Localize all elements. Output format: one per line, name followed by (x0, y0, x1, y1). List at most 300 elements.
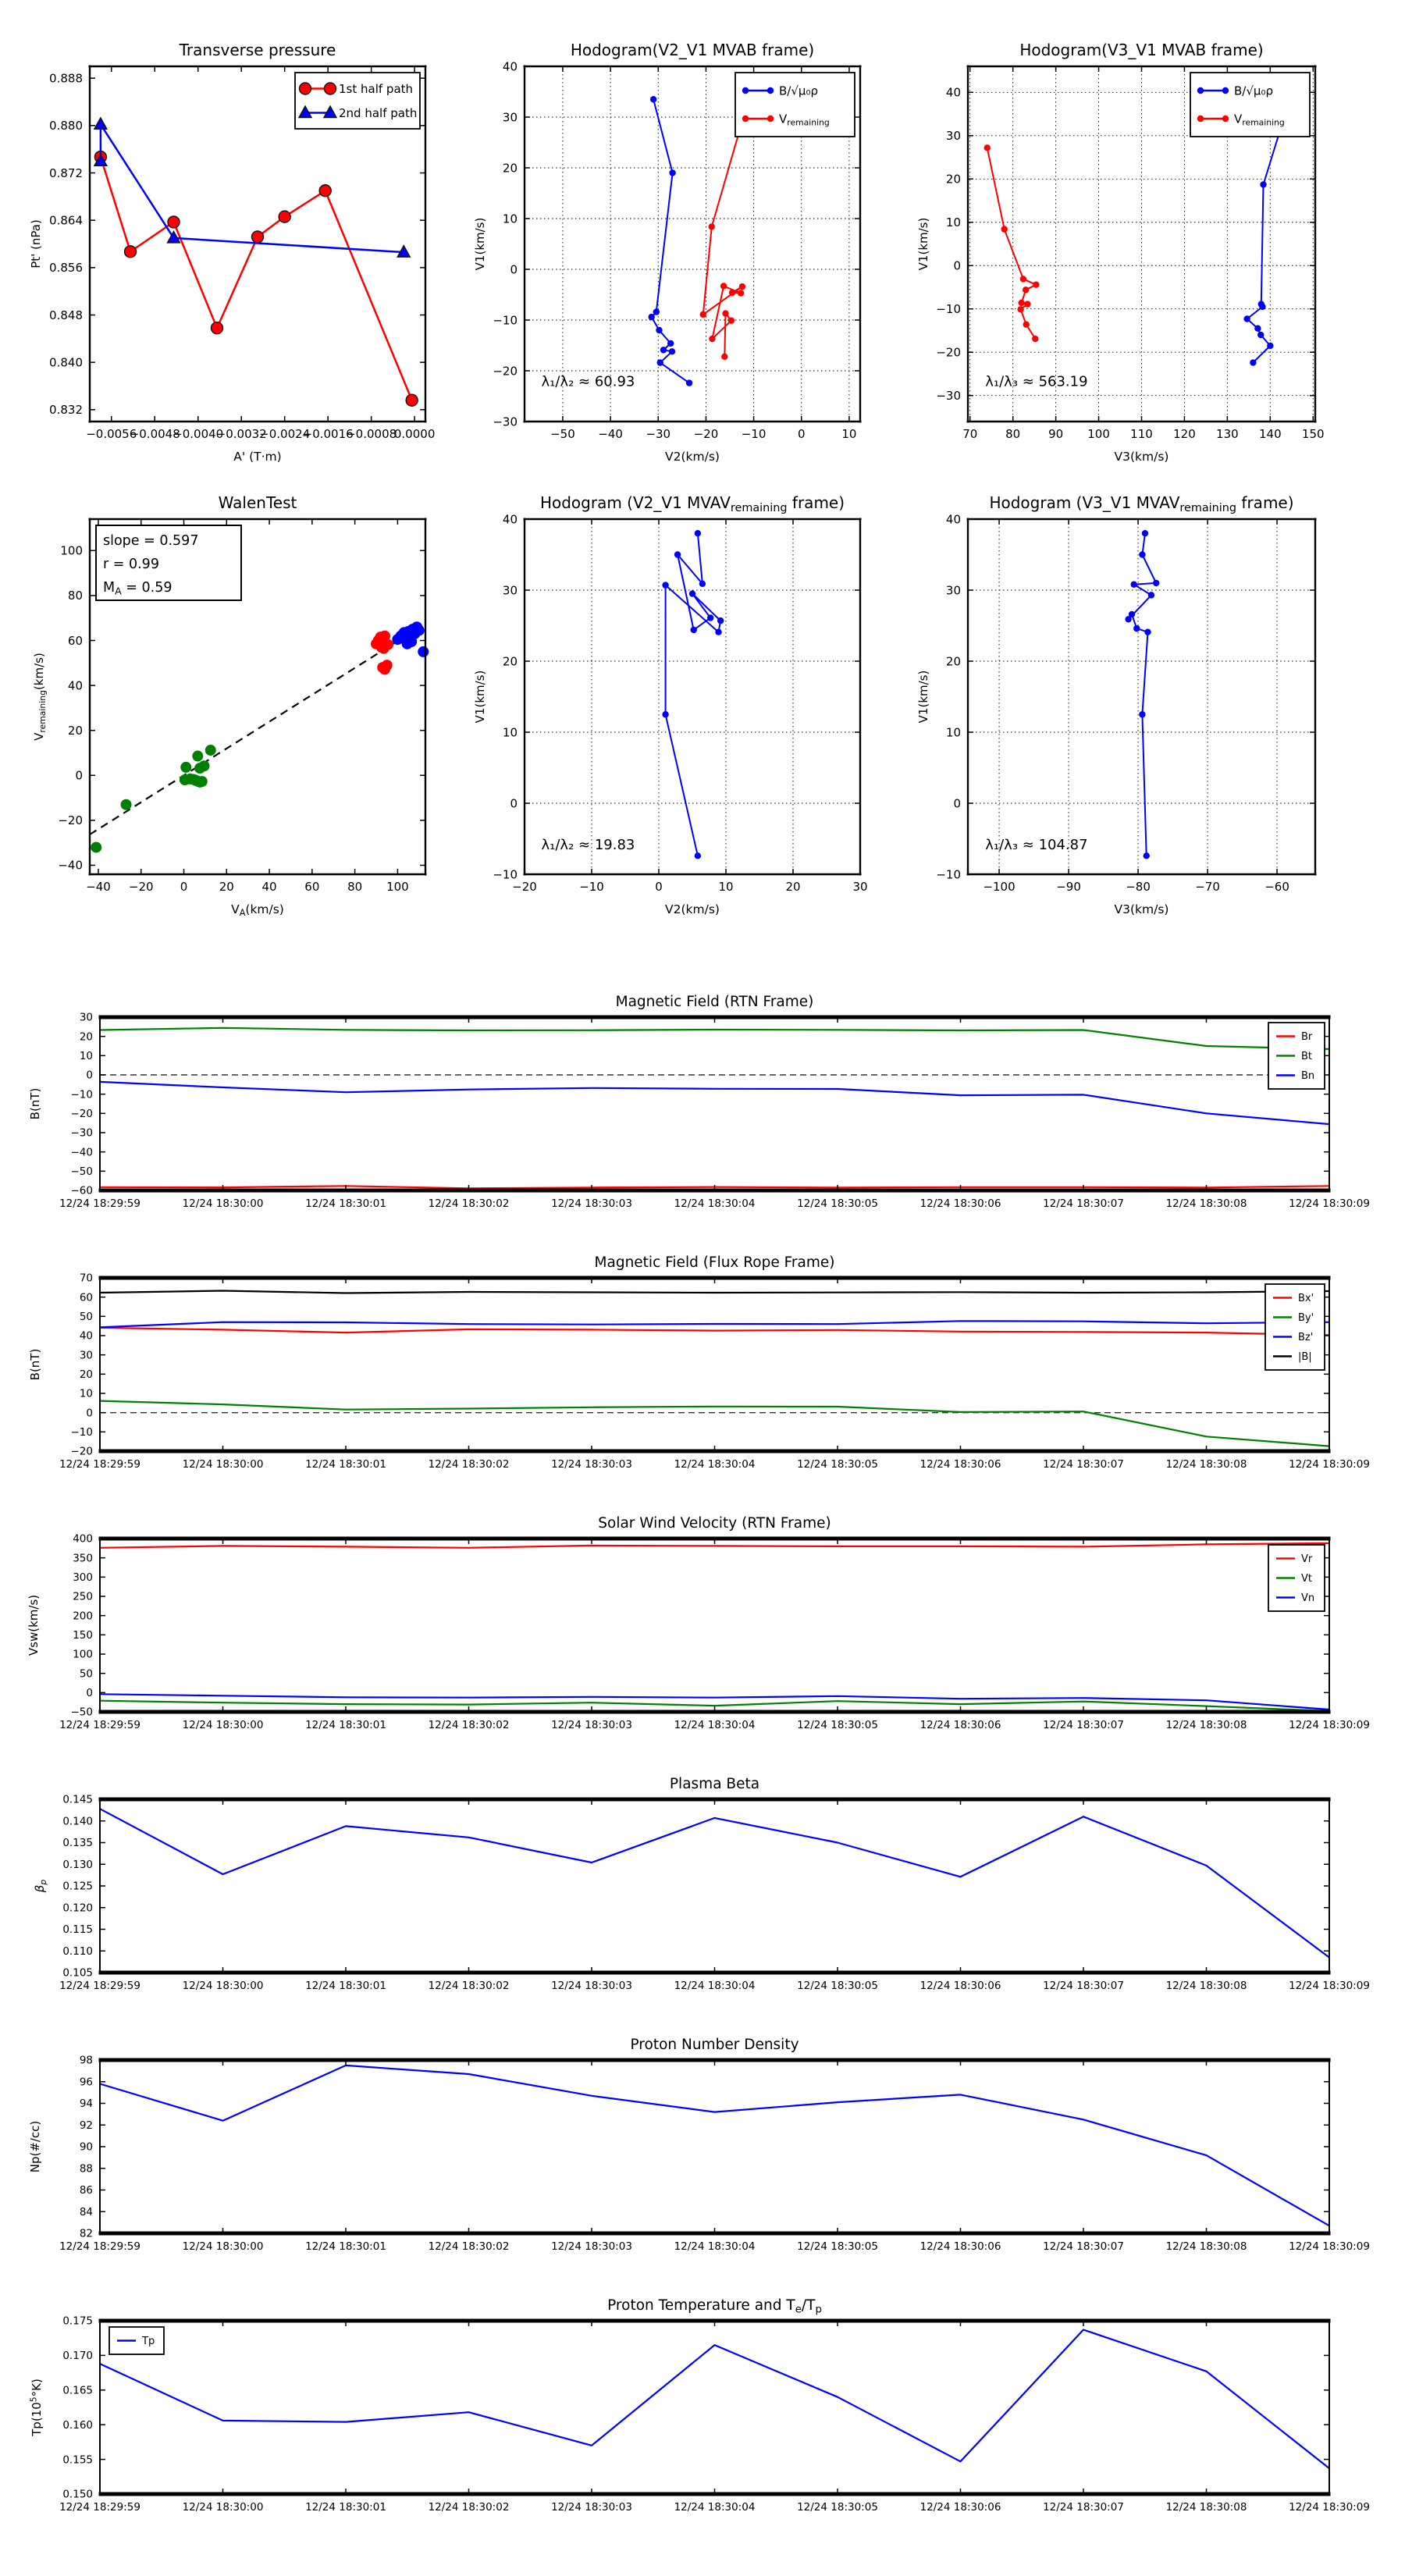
marker-dot (1153, 580, 1159, 586)
xtick-label: 12/24 18:30:02 (428, 1980, 510, 1992)
legend-label: Br (1301, 1031, 1313, 1044)
marker-dot (1250, 359, 1256, 365)
xtick-label: 12/24 18:30:06 (919, 1458, 1001, 1471)
y-axis-label: Pt' (nPa) (29, 219, 43, 269)
marker-dot (674, 551, 681, 557)
ytick-label: 0.120 (62, 1902, 93, 1915)
xtick-label: 12/24 18:30:06 (919, 2501, 1001, 2514)
y-axis-label: $Tp(10^5^\circ K)$ (28, 2379, 44, 2436)
ticks (59, 1272, 1370, 1471)
xtick-label: 12/24 18:30:05 (797, 1719, 878, 1731)
legend-label: 2nd half path (339, 105, 418, 120)
xtick-label: 12/24 18:30:03 (551, 1719, 632, 1731)
marker-circle (300, 83, 311, 94)
ytick-label: −10 (936, 301, 961, 316)
xtick-label: 150 (1301, 427, 1325, 441)
ytick-label: −10 (936, 867, 961, 882)
xtick-label: 12/24 18:30:08 (1165, 2240, 1247, 2253)
xtick-label: 12/24 18:30:04 (674, 1980, 756, 1992)
axes-frame (99, 1538, 1331, 1713)
marker-dot (669, 169, 675, 176)
marker-dot (715, 628, 721, 635)
xtick-label: 12/24 18:30:05 (797, 2240, 878, 2253)
xtick-label: 10 (718, 880, 734, 894)
chart-hodogram-v2v1-mvab (473, 41, 862, 464)
series-Tp (100, 2330, 1329, 2469)
xtick-label: 12/24 18:30:08 (1165, 1980, 1247, 1992)
series-line (100, 1328, 1329, 1335)
xtick-label: 12/24 18:30:06 (919, 1719, 1001, 1731)
legend-label: Bn (1301, 1070, 1315, 1083)
chart-solar-wind-velocity (27, 1515, 1370, 1731)
ytick-label: −10 (70, 1088, 93, 1101)
annotation: λ₁/λ₂ ≈ 60.93 (541, 373, 635, 390)
ytick-label: 82 (79, 2227, 93, 2240)
xtick-label: −60 (1264, 880, 1289, 894)
series-line (666, 533, 721, 856)
x-axis-label: V2(km/s) (665, 902, 720, 916)
ytick-label: 90 (79, 2140, 93, 2154)
x-axis-label: V3(km/s) (1114, 902, 1169, 916)
marker-dot (699, 581, 706, 587)
ytick-label: 0 (953, 796, 961, 811)
xtick-label: −0.0008 (346, 427, 397, 441)
xtick-label: 12/24 18:30:02 (428, 2240, 510, 2253)
marker-dot (121, 799, 132, 810)
ytick-label: 0.856 (49, 261, 83, 276)
axes-frame (99, 1799, 1331, 1974)
marker-dot (709, 336, 715, 342)
xtick-label: −0.0016 (302, 427, 354, 441)
xtick-label: 12/24 18:30:03 (551, 2240, 632, 2253)
ytick-label: 0 (86, 1407, 93, 1420)
legend (109, 2327, 164, 2354)
xtick-label: 12/24 18:30:01 (305, 2501, 386, 2514)
series-Np (100, 2065, 1329, 2226)
series-beta p (100, 1809, 1329, 1957)
series-line (101, 124, 404, 252)
xtick-label: 12/24 18:30:03 (551, 1197, 632, 1210)
xtick-label: −40 (598, 427, 623, 441)
xtick-label: −90 (1056, 880, 1081, 894)
marker-dot (1254, 326, 1261, 332)
y-axis-label: Np(#/cc) (28, 2120, 42, 2173)
xtick-label: −0.0040 (173, 427, 224, 441)
xtick-label: 12/24 18:30:00 (182, 1197, 264, 1210)
series-|B| (100, 1291, 1329, 1293)
xtick-label: −10 (741, 427, 767, 441)
xtick-label: 12/24 18:30:08 (1165, 1458, 1247, 1471)
ytick-label: 300 (73, 1571, 93, 1585)
xtick-label: 130 (1216, 427, 1239, 441)
ytick-label: 30 (945, 129, 961, 144)
ytick-label: 40 (945, 85, 961, 100)
marker-dot (1144, 628, 1151, 635)
xtick-label: −30 (646, 427, 671, 441)
series-By' (100, 1401, 1329, 1446)
marker-dot (742, 116, 749, 122)
xtick-label: 12/24 18:30:09 (1289, 2501, 1370, 2514)
marker-circle (252, 231, 264, 243)
xtick-label: 120 (1173, 427, 1196, 441)
ytick-label: −60 (70, 1184, 93, 1197)
marker-dot (721, 354, 727, 360)
ytick-label: −30 (493, 415, 518, 429)
marker-dot (1257, 332, 1264, 338)
xtick-label: 12/24 18:30:05 (797, 2501, 878, 2514)
marker-dot (720, 283, 727, 289)
series-middle points (91, 745, 216, 852)
marker-dot (1139, 711, 1145, 717)
series-line (100, 1401, 1329, 1446)
ytick-label: 30 (945, 583, 961, 598)
legend (295, 73, 420, 129)
ticks (59, 1794, 1370, 1992)
xtick-label: 40 (261, 880, 277, 894)
xtick-label: 12/24 18:30:03 (551, 1458, 632, 1471)
xtick-label: 12/24 18:30:09 (1289, 1458, 1370, 1471)
marker-dot (1197, 116, 1204, 122)
marker-dot (1033, 281, 1039, 287)
ytick-label: 0.888 (49, 71, 83, 86)
xtick-label: 12/24 18:29:59 (59, 1719, 140, 1731)
ytick-label: 40 (502, 59, 518, 74)
ytick-label: 100 (60, 543, 83, 558)
ytick-label: 60 (67, 633, 83, 648)
xtick-label: 12/24 18:30:06 (919, 1197, 1001, 1210)
ytick-label: 60 (79, 1291, 93, 1304)
xtick-label: −80 (1126, 880, 1151, 894)
marker-dot (1018, 300, 1024, 306)
ytick-label: −50 (70, 1706, 93, 1719)
ytick-label: −30 (70, 1126, 93, 1140)
legend (1190, 73, 1310, 137)
chart-magnetic-field-flux-rope (28, 1254, 1370, 1471)
xtick-label: 12/24 18:30:07 (1043, 1719, 1124, 1731)
ytick-label: 30 (79, 1011, 93, 1024)
grid (968, 519, 1315, 874)
legend-label: Vr (1301, 1553, 1313, 1566)
xtick-label: 12/24 18:30:02 (428, 1458, 510, 1471)
marker-dot (1222, 116, 1229, 122)
marker-dot (199, 760, 210, 771)
xtick-label: 20 (219, 880, 234, 894)
marker-dot (656, 327, 662, 333)
xtick-label: −40 (86, 880, 111, 894)
series-line (90, 624, 425, 834)
marker-dot (1197, 87, 1204, 94)
marker-dot (1131, 582, 1137, 588)
marker-dot (689, 590, 695, 596)
xtick-label: 12/24 18:30:01 (305, 1980, 386, 1992)
y-axis-label: V1(km/s) (916, 217, 930, 271)
xtick-label: 12/24 18:30:07 (1043, 2501, 1124, 2514)
xtick-label: −20 (693, 427, 719, 441)
chart-title: Hodogram (V3_V1 $MVAV_{remaining}$ frame) (989, 493, 1294, 514)
chart-walen-test (32, 493, 429, 918)
ytick-label: −10 (493, 313, 518, 328)
chart-title: Hodogram(V2_V1 MVAB frame) (570, 41, 815, 59)
marker-dot (662, 711, 668, 717)
ytick-label: 20 (502, 654, 518, 669)
series-line (100, 1291, 1329, 1293)
stats-box (96, 525, 241, 600)
ytick-label: 0.880 (49, 119, 83, 133)
series-Bz' (100, 1321, 1329, 1327)
legend (1265, 1284, 1325, 1370)
ytick-label: 40 (945, 512, 961, 527)
ytick-label: 20 (79, 1030, 93, 1044)
marker-dot (1260, 181, 1266, 187)
xtick-label: 12/24 18:30:01 (305, 1197, 386, 1210)
ytick-label: 86 (79, 2184, 93, 2197)
ytick-label: 20 (67, 723, 83, 738)
ytick-label: 0.872 (49, 165, 83, 180)
xtick-label: 100 (386, 880, 409, 894)
ytick-label: 350 (73, 1552, 93, 1565)
series-line (100, 1082, 1329, 1124)
chart-title: Hodogram (V2_V1 $MVAV_{remaining}$ frame) (539, 493, 845, 514)
xtick-label: 12/24 18:30:09 (1289, 1980, 1370, 1992)
chart-proton-temperature (28, 2297, 1370, 2514)
annotation: λ₁/λ₃ ≈ 104.87 (985, 837, 1088, 854)
x-axis-label: V3(km/s) (1114, 450, 1169, 464)
series-first half points (371, 631, 393, 675)
y-axis-label: B(nT) (28, 1348, 42, 1381)
xtick-label: 12/24 18:30:06 (919, 2240, 1001, 2253)
xtick-label: −50 (550, 427, 575, 441)
legend (1268, 1545, 1325, 1611)
marker-dot (649, 314, 655, 320)
ticks (59, 1533, 1370, 1731)
ytick-label: 20 (945, 172, 961, 187)
marker-dot (192, 751, 203, 762)
ytick-label: 0.155 (62, 2453, 93, 2467)
ytick-label: 88 (79, 2162, 93, 2176)
legend-label: By' (1298, 1312, 1314, 1325)
ytick-label: −10 (493, 867, 518, 882)
series-Bn (100, 1082, 1329, 1124)
xtick-label: 12/24 18:30:02 (428, 2501, 510, 2514)
y-axis-label: V1(km/s) (473, 670, 487, 724)
xtick-label: 12/24 18:30:04 (674, 1719, 756, 1731)
ytick-label: 80 (67, 589, 83, 603)
chart-title: Magnetic Field (RTN Frame) (615, 994, 814, 1010)
xtick-label: 110 (1130, 427, 1153, 441)
xtick-label: 12/24 18:30:04 (674, 2240, 756, 2253)
legend-label: 1st half path (339, 81, 414, 96)
xtick-label: 0 (180, 880, 188, 894)
xtick-label: 0 (797, 427, 806, 441)
xtick-label: 140 (1258, 427, 1282, 441)
ytick-label: 20 (502, 161, 518, 176)
xtick-label: 12/24 18:30:01 (305, 2240, 386, 2253)
xtick-label: 12/24 18:30:00 (182, 1458, 264, 1471)
ytick-label: 96 (79, 2076, 93, 2089)
ytick-label: 0.175 (62, 2314, 93, 2328)
marker-dot (738, 290, 744, 296)
marker-dot (91, 841, 101, 852)
ytick-label: −20 (936, 345, 961, 360)
ytick-label: 0 (86, 1687, 93, 1700)
xtick-label: 12/24 18:30:00 (182, 1719, 264, 1731)
marker-dot (728, 317, 735, 323)
xtick-label: 12/24 18:30:09 (1289, 2240, 1370, 2253)
chart-title: Magnetic Field (Flux Rope Frame) (594, 1254, 835, 1271)
marker-dot (695, 852, 701, 859)
ytick-label: 0.130 (62, 1858, 93, 1871)
ytick-label: −50 (70, 1165, 93, 1179)
y-axis-label: $V_{remaining}(km/s)$ (32, 653, 48, 741)
xtick-label: −70 (1195, 880, 1220, 894)
marker-dot (1023, 286, 1029, 293)
annotation: λ₁/λ₂ ≈ 19.83 (541, 837, 635, 854)
marker-dot (1001, 226, 1007, 232)
xtick-label: 12/24 18:30:04 (674, 2501, 756, 2514)
marker-dot (382, 660, 393, 671)
xtick-label: 12/24 18:30:07 (1043, 1980, 1124, 1992)
xtick-label: 12/24 18:30:08 (1165, 1197, 1247, 1210)
xtick-label: 12/24 18:30:06 (919, 1980, 1001, 1992)
ytick-label: 10 (945, 215, 961, 230)
xtick-label: 12/24 18:30:04 (674, 1197, 756, 1210)
ytick-label: 0 (75, 768, 83, 783)
marker-dot (1259, 304, 1265, 310)
xtick-label: 100 (1087, 427, 1110, 441)
marker-dot (667, 340, 674, 347)
ytick-label: 0.125 (62, 1880, 93, 1893)
marker-dot (686, 379, 692, 386)
marker-dot (382, 639, 393, 650)
marker-circle (279, 211, 290, 222)
marker-dot (1032, 336, 1038, 342)
legend-label: Bz' (1298, 1332, 1314, 1344)
ytick-label: 50 (79, 1311, 93, 1324)
series-Bt (100, 1028, 1329, 1049)
ytick-label: 0.864 (49, 213, 83, 228)
ytick-label: 0 (510, 796, 518, 811)
marker-dot (691, 627, 697, 633)
series-B normalized (649, 96, 693, 386)
marker-dot (1243, 315, 1250, 322)
marker-dot (397, 633, 407, 644)
xtick-label: 70 (962, 427, 978, 441)
ytick-label: −20 (70, 1445, 93, 1458)
legend-label: Vn (1301, 1592, 1315, 1605)
marker-dot (662, 582, 668, 588)
marker-dot (1142, 530, 1148, 536)
ytick-label: 0.135 (62, 1837, 93, 1850)
series-line (100, 1028, 1329, 1049)
marker-dot (406, 636, 417, 647)
x-axis-label: V2(km/s) (665, 450, 720, 464)
marker-dot (1020, 276, 1026, 282)
marker-dot (1222, 87, 1229, 94)
stats-line: $M_A = 0.59$ (103, 580, 173, 597)
marker-dot (695, 530, 701, 536)
ytick-label: −20 (493, 364, 518, 379)
ytick-label: 0.832 (49, 403, 83, 418)
legend (735, 73, 855, 137)
ytick-label: 10 (79, 1387, 93, 1400)
ytick-label: 40 (79, 1329, 93, 1343)
ytick-label: −30 (936, 388, 961, 403)
marker-circle (406, 394, 418, 406)
legend-label: Bt (1301, 1051, 1313, 1063)
legend-label: Bx' (1298, 1293, 1314, 1305)
xtick-label: 12/24 18:30:08 (1165, 2501, 1247, 2514)
ytick-label: 0.115 (62, 1923, 93, 1937)
marker-dot (1267, 343, 1273, 349)
xtick-label: 12/24 18:30:01 (305, 1458, 386, 1471)
chart-hodogram-v3v1-mvab (916, 41, 1325, 464)
marker-dot (205, 745, 216, 756)
xtick-label: −0.0056 (86, 427, 137, 441)
ytick-label: 400 (73, 1532, 93, 1546)
series-line (1247, 120, 1283, 362)
marker-dot (717, 617, 724, 624)
xtick-label: −0.0032 (215, 427, 267, 441)
xtick-label: 12/24 18:29:59 (59, 2240, 140, 2253)
ytick-label: 0.848 (49, 308, 83, 322)
xtick-label: 12/24 18:30:07 (1043, 1458, 1124, 1471)
marker-dot (1148, 592, 1154, 598)
ytick-label: 40 (67, 678, 83, 693)
ytick-label: 30 (502, 110, 518, 125)
xtick-label: 12/24 18:30:02 (428, 1719, 510, 1731)
ytick-label: 40 (502, 512, 518, 527)
ytick-label: 30 (79, 1349, 93, 1362)
xtick-label: 20 (785, 880, 801, 894)
chart-title: Solar Wind Velocity (RTN Frame) (598, 1515, 831, 1532)
marker-dot (1017, 306, 1023, 312)
xtick-label: 12/24 18:30:05 (797, 1458, 878, 1471)
y-axis-label: B(nT) (28, 1087, 42, 1120)
marker-dot (767, 116, 774, 122)
ytick-label: 30 (502, 583, 518, 598)
ytick-label: 70 (79, 1272, 93, 1285)
chart-magnetic-field-rtn (28, 994, 1370, 1210)
xtick-label: 0 (655, 880, 663, 894)
marker-dot (180, 762, 191, 773)
chart-transverse-pressure (29, 41, 435, 464)
x-axis-label: A' (T·m) (233, 450, 282, 464)
marker-dot (414, 625, 425, 636)
marker-dot (722, 310, 728, 316)
chart-hodogram-v2v1-mvav (473, 493, 868, 916)
marker-dot (742, 87, 749, 94)
ytick-label: 10 (502, 212, 518, 226)
chart-plasma-beta (33, 1776, 1370, 1992)
chart-title: WalenTest (218, 493, 297, 512)
xtick-label: 80 (347, 880, 363, 894)
ytick-label: 0.165 (62, 2384, 93, 2397)
marker-dot (707, 614, 713, 621)
series-line (101, 157, 412, 400)
ytick-label: 10 (79, 1050, 93, 1063)
ytick-label: 98 (79, 2054, 93, 2067)
xtick-label: 12/24 18:30:03 (551, 1980, 632, 1992)
xtick-label: 12/24 18:30:04 (674, 1458, 756, 1471)
y-axis-label: Vsw(km/s) (27, 1594, 41, 1656)
marker-dot (1024, 301, 1030, 307)
chart-proton-number-density (28, 2037, 1370, 2253)
chart-title: Transverse pressure (179, 41, 336, 59)
legend-label: Vt (1301, 1573, 1312, 1585)
series-line (987, 148, 1037, 339)
chart-title: Proton Temperature and $T_e/T_p$ (607, 2297, 822, 2316)
y-axis-label: V1(km/s) (473, 217, 487, 271)
